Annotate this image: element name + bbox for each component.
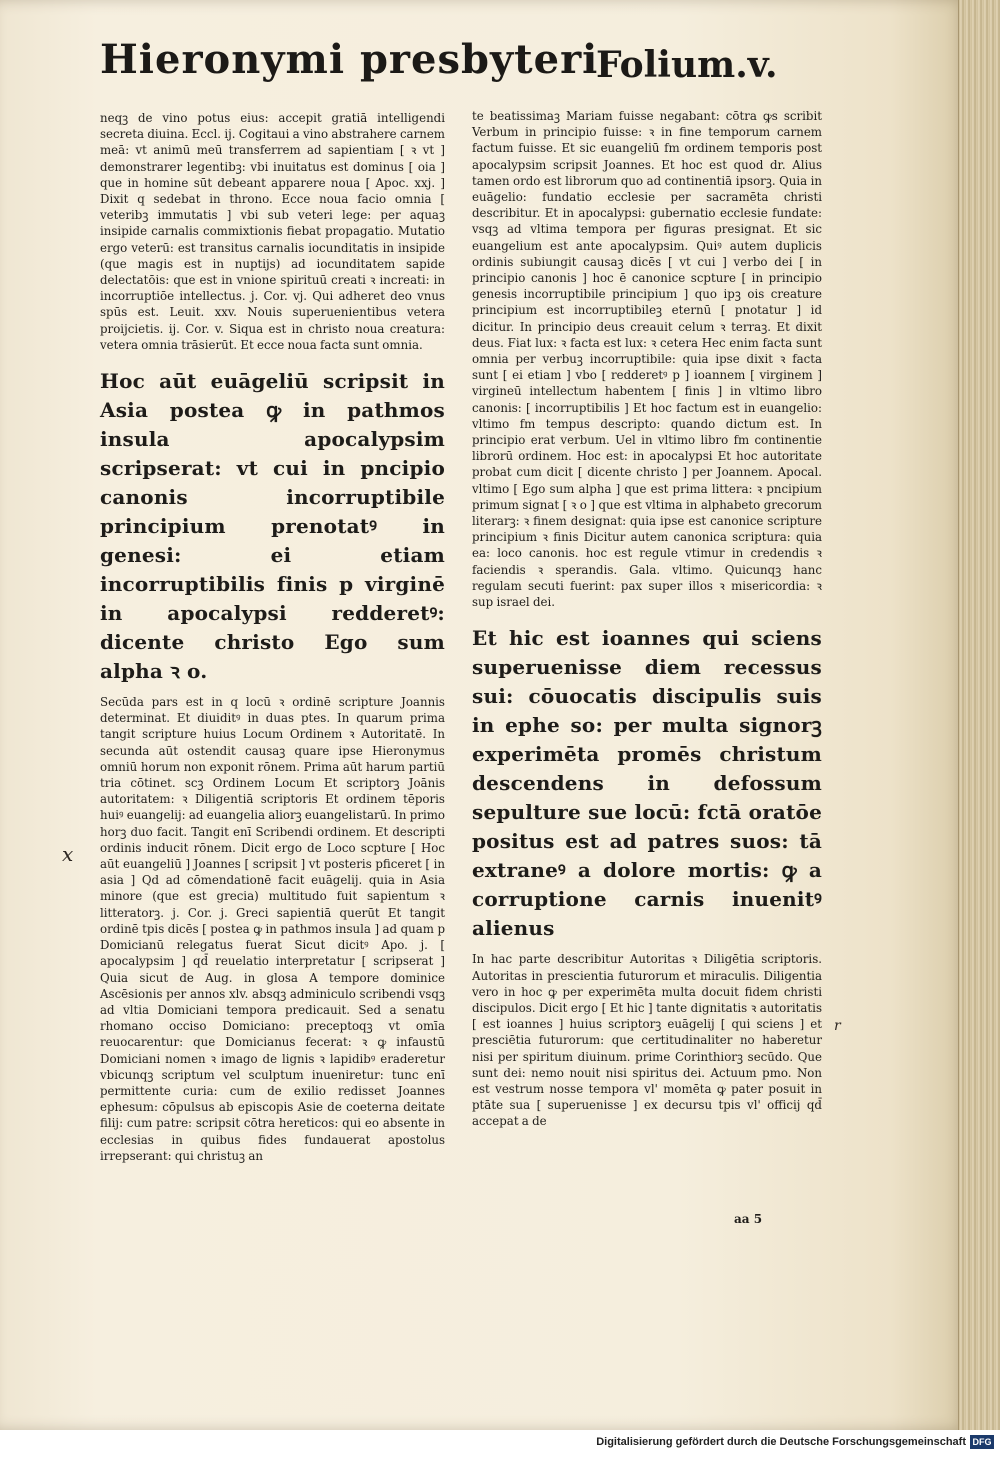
margin-mark-left: x bbox=[62, 842, 74, 866]
commentary-paragraph: Secūda pars est in q locū ꝛ ordinē scripture Joannis determinat. Et diuiditꝰ in duas ptes. In quarum prima tangit scripture huius Locum Ordinem ꝛ Autoritatē. In secunda aūt ostendit causaꝫ quare ipse Hieronymus omniū horum non exponit rōnem. Prima aūt harum partiū tria cōtinet. scꝫ Ordinem Locum Et scriptorꝫ Joānis autoritatem: ꝛ Diligentiā scriptoris Et ordinem tēporis huiꝰ euangelij: ad euangelia aliorꝫ euangelistarū. In primo horꝫ duo facit. Tangit enī Scribendi ordinem. Et descripti ordinis inducit rōnem. Dicit ergo de Loco scpture [ Hoc aūt euangeliū ] Joannes [ scripsit ] vt posteris pficeret [ in asia ] Qd ad cōmendationē facit euāgelij. quia in Asia minore (que est grecia) multitudo fuit sapientum ꝛ litteratorꝫ. j. Cor. j. Greci sapientiā querūt Et tangit ordinē tpis dicēs [ postea ꝙ in pathmos insula ] ad quam p Domicianū relegatus fuerat Sicut dicitꝰ Apo. j. [ apocalypsim ] qd̄ reuelatio interpretatur [ scripserat ] Quia sicut de Aug. in glosa A tempore dominice Ascēsionis per annos xlv. absqꝫ adminiculo scribendi vsqꝫ ad vltia Domiciani tempora predicauit. Sed a senatu rhomano occiso Domiciano: preceptoqꝫ vt omīa reuocarentur: que Domicianus fecerat: ꝛ ꝙ infaustū Domiciani nomen ꝛ imago de lignis ꝛ lapidibꝰ eraderetur vbicunqꝫ scriptum vel sculptum inueniretur: tunc enī permittente curia: cum de exilio redisset Joannes ephesum: cōpulsus ab episcopis Asie de coeterna deitate filij: cum patre: scripsit cōtra hereticos: qui eo absente in ecclesias in quibus fides fundauerat apostolus irrepserant: qui christuꝫ an bbox=[100, 695, 446, 1163]
margin-mark-right: r bbox=[834, 1018, 841, 1034]
commentary-paragraph: te beatissimaꝫ Mariam fuisse negabant: cōtra ꝙs scribit Verbum in principio fuisse: ꝛ in fine temporum carnem factum fuisse. Et sic euangeliū fm ordinem temporis post apocalypsim scripsit Joannes. Et hoc est quod dr. Alius tamen ordo est librorum quo ad continentiā ipsorꝫ. Quia in euāgelio: fundatio ecclesie per sacramēta christi describitur. Et in apocalypsi: gubernatio ecclesie fundate: vsqꝫ ad vltima tempora per figuras presignat. Et sic euangelium est ante apocalypsim. Quiꝰ autem duplicis ordinis subiungit causaꝫ dicēs [ vt cui ] verbo dei [ in principio canonis ] hoc ē canonice scpture [ in principio genesis incorruptibile principium ] quo ipꝫ ois creature principium est incorruptibileꝫ eternū [ pnotatur ] id dicitur. In principio deus creauit celum ꝛ terraꝫ. Et dixit deus. Fiat lux: ꝛ facta est lux: ꝛ cetera Hec enim facta sunt omnia per verbuꝫ incorruptibile: quia ipse dixit ꝛ facta sunt [ ei etiam ] vbo [ redderetꝰ p ] ioannem [ virginem ] virgineū intellectum habentem [ finis ] in vltimo libro canonis: [ incorruptibilis ] Et hoc factum est in euangelio: vltimo fm tempus descripto: quando dictum est. In principio erat verbum. Uel in vltimo libro fm continentie librorū ordinem. Hoc est: in apocalypsi Et hoc autoritate probat cum dicit [ dicente christo ] per Joannem. Apocal. vltimo [ Ego sum alpha ] que est prima littera: ꝛ pncipium primum signat [ ꝛ o ] que est vltima in alphabeto grecorum literarꝫ: ꝛ finem designat: quia ipse est canonice scripture principium ꝛ finis Dicitur autem canonica scriptura: quia ea: loco canonis. hoc est regule vtimur in credendis ꝛ faciendis ꝛ sperandis. Gala. vltimo. Quicunqꝫ hanc regulam secuti fuerint: pax super illos ꝛ misericordia: ꝛ sup israel dei. bbox=[472, 109, 822, 610]
dfg-logo: DFG bbox=[970, 1435, 994, 1449]
commentary-paragraph: neqꝫ de vino potus eius: accepit gratiā intelligendi secreta diuina. Eccl. ij. Cogitaui a vino abstrahere carnem meā: vt animū meū transferrem ad sapientiam [ ꝛ vt ] demonstrarer legentibꝫ: vbi inuitatus est dominus [ oia ] que in homine sūt debeant apparere noua [ Apoc. xxj. ] Dixit q sedebat in throno. Ecce noua facio omnia [ veteribꝫ immutatis ] vbi sub veteri lege: per aquaꝫ insipide carnalis commixtionis fiebat propagatio. Mutatio ergo veterū: est transitus carnalis iocunditatis in insipide (que magis est in nuptijs) ad iocunditatem sapide delectatōis: que est in vnione spirituū creati ꝛ increati: in incorruptiōe intellectus. j. Cor. vj. Qui adheret deo vnus spūs est. Leuit. xxv. Nouis superuenientibus vetera proijcietis. ij. Cor. v. Siqua est in christo noua creatura: vetera omnia trāsierūt. Et ecce noua facta sunt omnia. bbox=[100, 111, 445, 352]
commentary-paragraph: In hac parte describitur Autoritas ꝛ Diligētia scriptoris. Autoritas in prescientia futurorum et miraculis. Diligentia vero in hoc ꝙ per experimēta multa docuit fidem christi discipulos. Dicit ergo [ Et hic ] tante dignitatis ꝛ autoritatis [ est ioannes ] huius scriptorꝫ euāgelij [ qui sciens ] et presciētia futurorum: que certitudinaliter no haberetur nisi per spiritum diuinum. prime Corinthiorꝫ secūdo. Que sunt dei: nemo nouit nisi spiritus dei. Actuum pmo. Non est vestrum nosse tempora vl' momēta ꝙ pater posuit in ptāte sua [ superuenisse ] ex decursu tpis vl' officij qd̄ accepat a de bbox=[472, 952, 822, 1129]
right-column bbox=[472, 108, 822, 1136]
left-column bbox=[100, 110, 445, 1170]
digitization-credit: Digitalisierung gefördert durch die Deutsche Forschungsgemeinschaft bbox=[596, 1436, 966, 1448]
running-title: Hieronymi presbyteri bbox=[100, 36, 599, 83]
lemma-text: Et hic est ioannes qui sciens superuenisse diem recessus sui: cōuocatis discipulis suis in ephe so: per multa signorꝫ experimēta promēs christum descendens in defossum sepulture sue locū: fctā oratōe positus est ad patres suos: tā extraneꝰ a dolore mortis: ꝙ a corruptione carnis inuenitꝰ alienus bbox=[472, 626, 822, 941]
signature-mark: aa 5 bbox=[734, 1212, 763, 1226]
page-fore-edge bbox=[958, 0, 1000, 1430]
lemma-text: Hoc aūt euāgeliū scripsit in Asia postea ꝙ in pathmos insula apocalypsim scripserat: vt cui in pncipio canonis incorruptibile principium prenotatꝰ in genesi: ei etiam incorruptibilis finis p virginē in apocalypsi redderetꝰ: dicente christo Ego sum alpha ꝛ o. bbox=[100, 369, 445, 684]
folio-number: Folium.v. bbox=[596, 44, 778, 86]
